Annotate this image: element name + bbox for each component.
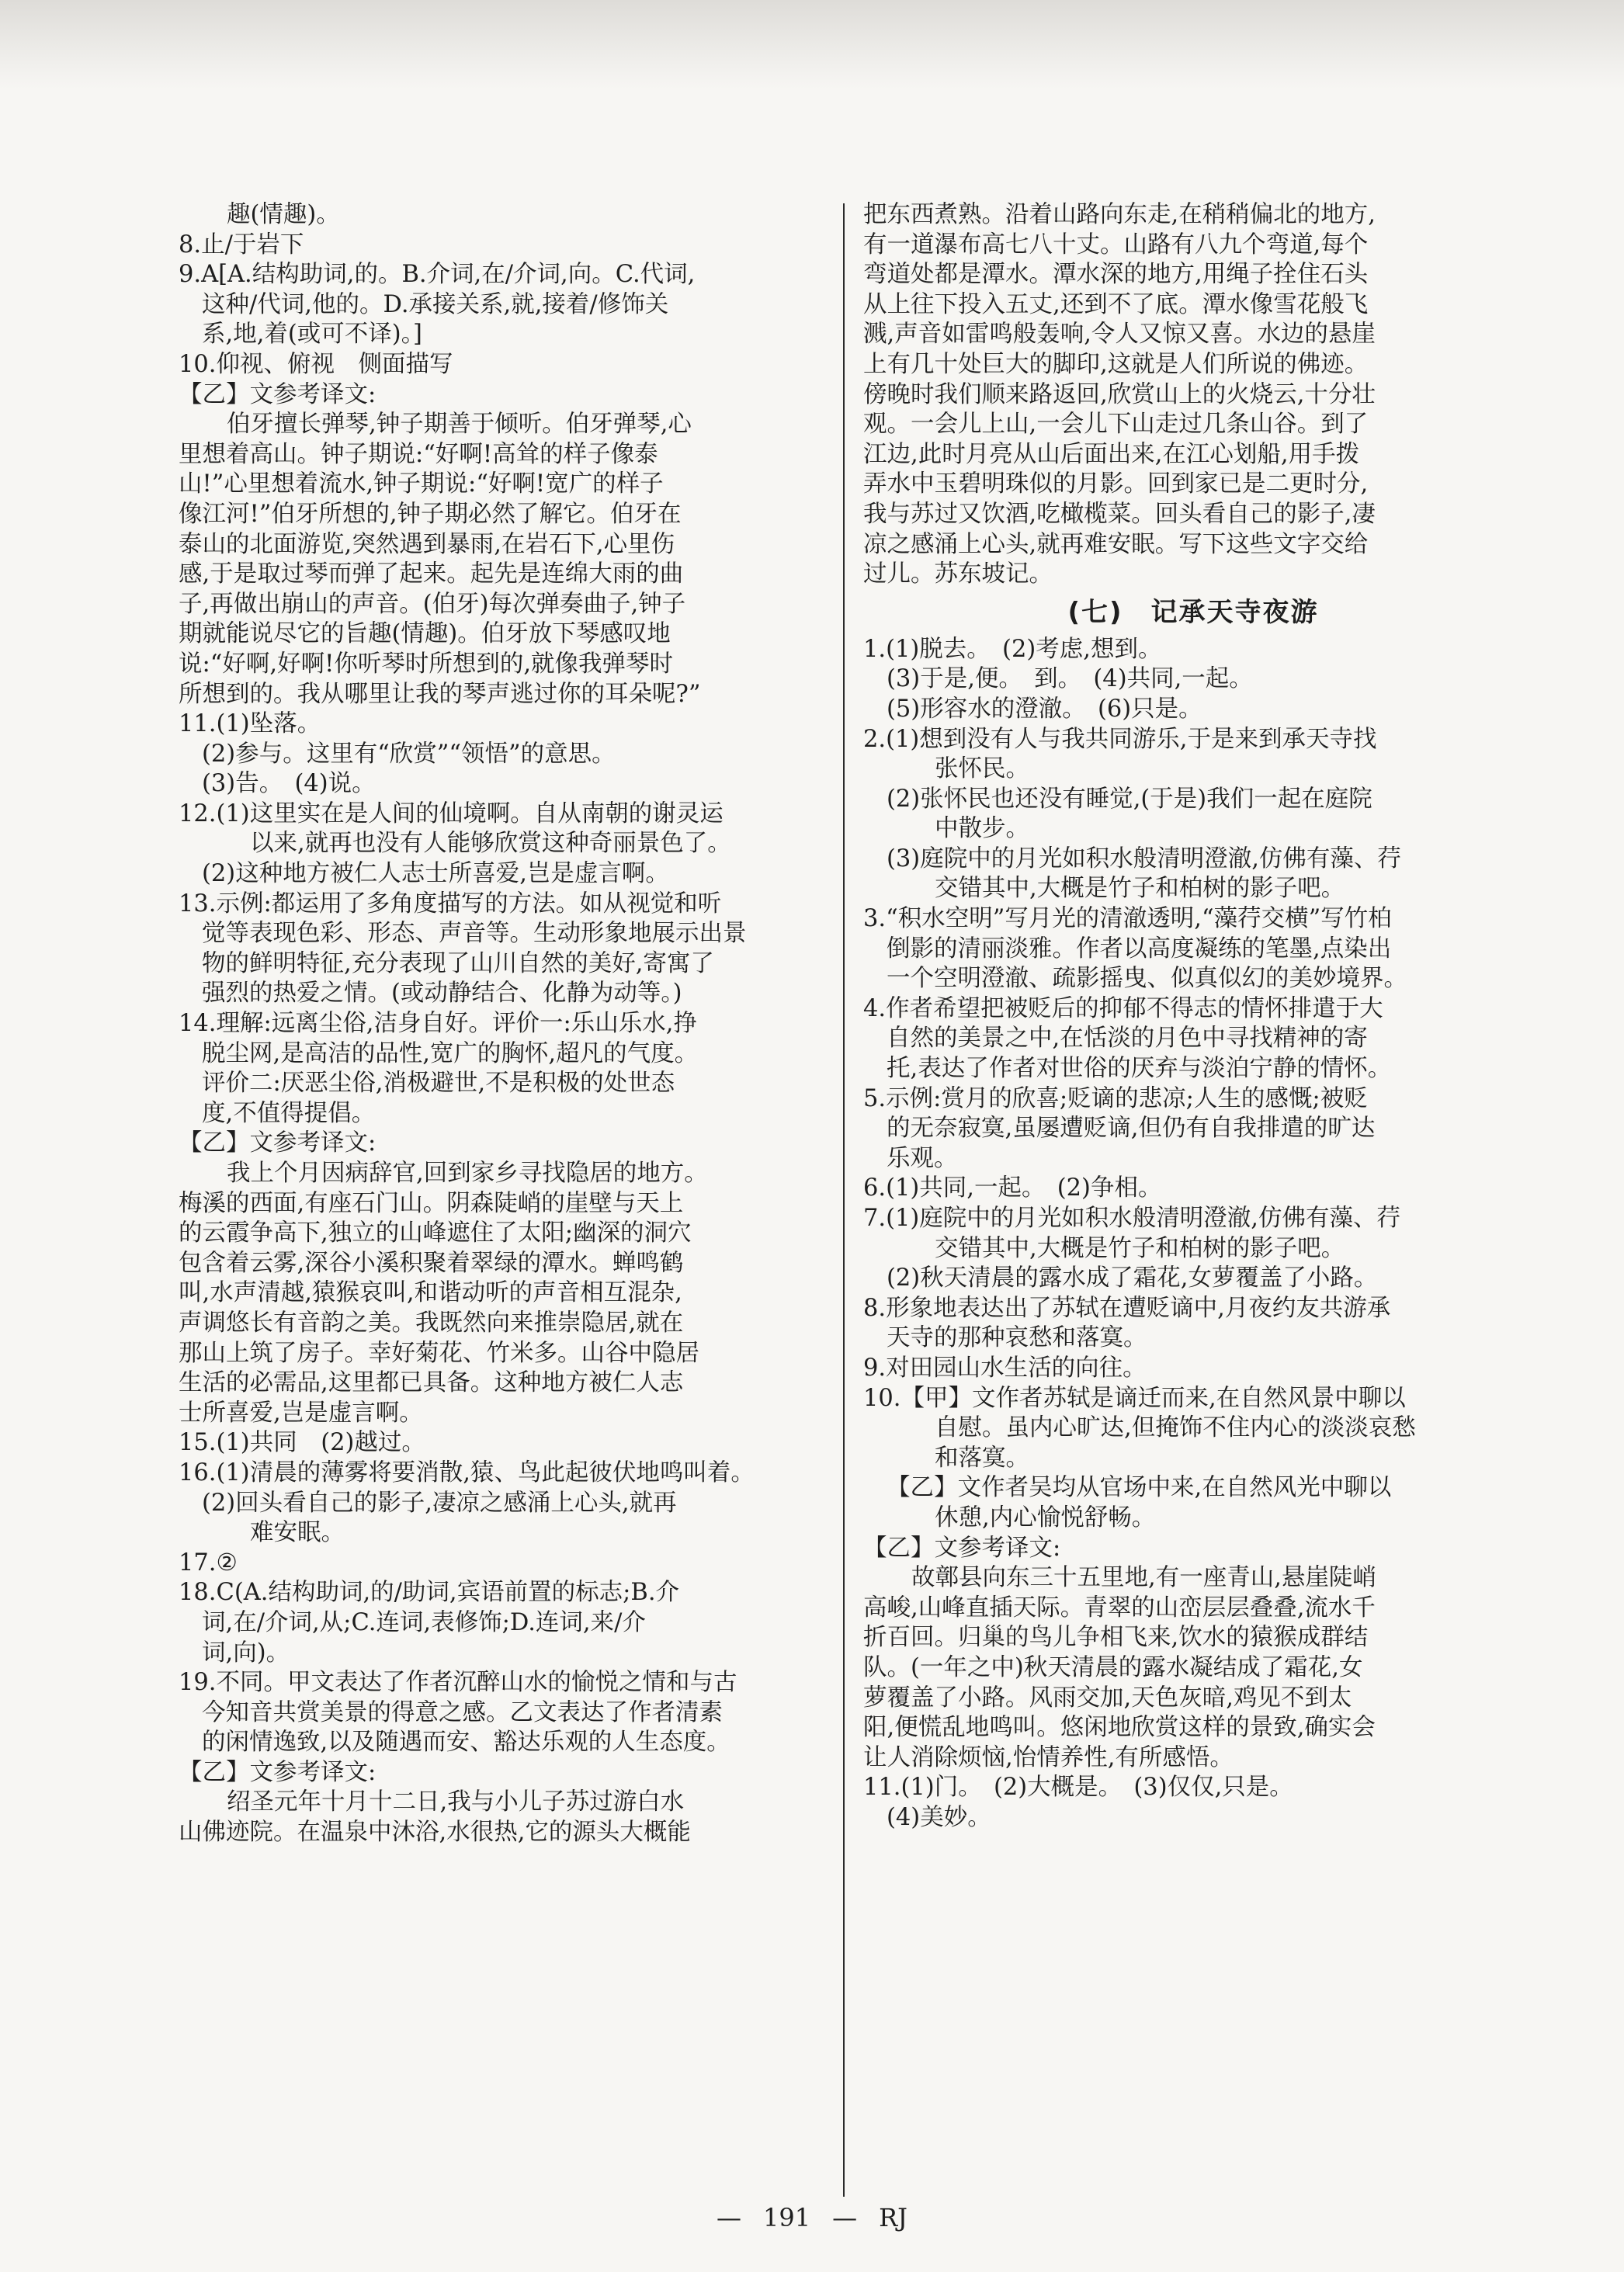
text-line: 把东西煮熟。沿着山路向东走,在稍稍偏北的地方, [863,201,1376,228]
text-line: 【乙】文参考译文: [179,380,377,408]
text-line: 脱尘网,是高洁的品性,宽广的胸怀,超凡的气度。 [202,1039,699,1067]
right-column [863,200,1523,1833]
text-line: 9.A[A.结构助词,的。B.介词,在/介词,向。C.代词, [179,261,696,289]
page-number: 191 [763,2203,811,2232]
text-line: 弯道处都是潭水。潭水深的地方,用绳子拴住石头 [863,261,1369,289]
text-line: 像江河!”伯牙所想的,钟子期必然了解它。伯牙在 [179,500,682,528]
text-line: 【乙】文参考译文: [179,1758,377,1786]
text-line: 伯牙擅长弹琴,钟子期善于倾听。伯牙弹琴,心 [227,411,692,439]
text-line: 11.(1)坠落。 [179,710,321,738]
text-line: 包含着云雾,深谷小溪积聚着翠绿的潭水。蝉鸣鹤 [179,1249,684,1277]
text-line: 的云霞争高下,独立的山峰遮住了太阳;幽深的洞穴 [179,1219,692,1247]
text-line: 5.示例:赏月的欣喜;贬谪的悲凉;人生的感慨;被贬 [863,1084,1368,1112]
text-line: 的无奈寂寞,虽屡遭贬谪,但仍有自我排遣的旷达 [887,1115,1376,1143]
text-line: 13.示例:都运用了多角度描写的方法。如从视觉和听 [179,890,722,917]
left-column [179,200,838,1848]
text-line: 所想到的。我从哪里让我的琴声逃过你的耳朵呢?” [179,680,701,708]
text-line: 11.(1)门。 (2)大概是。 (3)仅仅,只是。 [863,1774,1293,1802]
right-column-answers [863,635,1523,1833]
text-line: (3)告。 (4)说。 [202,770,376,798]
text-line: 难安眠。 [250,1519,345,1547]
text-line: 故鄣县向东三十五里地,有一座青山,悬崖陡峭 [911,1564,1376,1592]
text-line: 有一道瀑布高七八十丈。山路有八九个弯道,每个 [863,231,1369,258]
text-line: 江边,此时月亮从山后面出来,在江心划船,用手拨 [863,440,1360,468]
text-line: 倒影的清丽淡雅。作者以高度凝练的笔墨,点染出 [887,935,1392,963]
text-line: 那山上筑了房子。幸好菊花、竹米多。山谷中隐居 [179,1339,699,1367]
text-line: 的闲情逸致,以及随遇而安、豁达乐观的人生态度。 [202,1729,730,1757]
text-line: 中散步。 [935,815,1029,843]
text-line: 7.(1)庭院中的月光如积水般清明澄澈,仿佛有藻、荇 [863,1205,1400,1232]
text-line: (5)形容水的澄澈。 (6)只是。 [887,695,1202,723]
text-line: 从上往下投入五丈,还到不了底。潭水像雪花般飞 [863,290,1369,318]
text-line: 趣(情趣)。 [227,201,340,228]
text-line: 萝覆盖了小路。风雨交加,天色灰暗,鸡见不到太 [863,1684,1352,1712]
text-line: 山!”心里想着流水,钟子期说:“好啊!宽广的样子 [179,470,664,498]
footer-dash-left: — [717,2203,741,2232]
text-line: 物的鲜明特征,充分表现了山川自然的美好,寄寓了 [202,949,714,977]
text-line: 度,不值得提倡。 [202,1099,376,1127]
text-line: 叫,水声清越,猿猴哀叫,和谐动听的声音相互混杂, [179,1279,682,1307]
text-line: 山佛迹院。在温泉中沐浴,水很热,它的源头大概能 [179,1819,691,1847]
page-footer [0,2203,1624,2232]
text-line: 今知音共赏美景的得意之感。乙文表达了作者清素 [202,1698,723,1726]
text-line: 10.【甲】文作者苏轼是谪迁而来,在自然风景中聊以 [863,1384,1406,1412]
text-line: (2)回头看自己的影子,凄凉之感涌上心头,就再 [202,1489,677,1517]
text-line: 8.形象地表达出了苏轼在遭贬谪中,月夜约友共游承 [863,1294,1391,1322]
right-column-translation [863,200,1523,590]
text-line: 过儿。苏东坡记。 [863,560,1053,588]
text-line: 强烈的热爱之情。(或动静结合、化静为动等。) [202,980,682,1008]
text-line: 观。一会儿上山,一会儿下山走过几条山谷。到了 [863,411,1369,439]
text-line: 【乙】文参考译文: [179,1129,377,1157]
text-line: 让人消除烦恼,怡情养性,有所感悟。 [863,1743,1234,1771]
text-line: 交错其中,大概是竹子和柏树的影子吧。 [935,1234,1345,1262]
text-line: 说:“好啊,好啊!你听琴时所想到的,就像我弹琴时 [179,650,674,678]
text-line: 8.止/于岩下 [179,231,304,258]
text-line: (2)参与。这里有“欣赏”“领悟”的意思。 [202,740,616,768]
text-line: 里想着高山。钟子期说:“好啊!高耸的样子像泰 [179,440,658,468]
text-line: (4)美妙。 [887,1803,991,1831]
text-line: 【乙】文作者吴均从官场中来,在自然风光中聊以 [887,1474,1392,1502]
text-line: 词,向)。 [202,1639,290,1667]
text-line: 傍晚时我们顺来路返回,欣赏山上的火烧云,十分壮 [863,380,1376,408]
text-line: 溅,声音如雷鸣般轰响,令人又惊又喜。水边的悬崖 [863,321,1376,349]
text-line: 以来,就再也没有人能够欣赏这种奇丽景色了。 [250,830,731,858]
text-line: 折百回。归巢的鸟儿争相飞来,饮水的猿猴成群结 [863,1624,1369,1652]
text-line: 2.(1)想到没有人与我共同游乐,于是来到承天寺找 [863,725,1377,753]
text-line: 一个空明澄澈、疏影摇曳、似真似幻的美妙境界。 [887,965,1407,993]
section-title: (七) 记承天寺夜游 [1067,596,1319,628]
text-line: (3)庭院中的月光如积水般清明澄澈,仿佛有藻、荇 [887,845,1401,872]
text-line: 觉等表现色彩、形态、声音等。生动形象地展示出景 [202,920,747,948]
text-line: 【乙】文参考译文: [863,1534,1061,1562]
text-line: 天寺的那种哀愁和落寞。 [887,1324,1147,1352]
text-line: 上有几十处巨大的脚印,这就是人们所说的佛迹。 [863,350,1369,378]
text-line: 休憩,内心愉悦舒畅。 [935,1504,1156,1531]
text-line: 10.仰视、俯视 侧面描写 [179,350,453,378]
edition-code: RJ [879,2203,907,2232]
footer-dash-right: — [832,2203,858,2232]
text-line: 18.C(A.结构助词,的/助词,宾语前置的标志;B.介 [179,1579,680,1607]
text-line: 12.(1)这里实在是人间的仙境啊。自从南朝的谢灵运 [179,800,724,827]
text-line: (2)这种地方被仁人志士所喜爱,岂是虚言啊。 [202,860,669,888]
text-line: 声调悠长有音韵之美。我既然向来推崇隐居,就在 [179,1309,684,1337]
text-line: 9.对田园山水生活的向往。 [863,1354,1147,1382]
text-line: 感,于是取过琴而弹了起来。起先是连绵大雨的曲 [179,560,684,588]
text-line: 乐观。 [887,1144,958,1172]
text-line: 系,地,着(或可不译)。] [202,321,422,349]
text-line: 士所喜爱,岂是虚言啊。 [179,1399,423,1427]
text-line: (2)张怀民也还没有睡觉,(于是)我们一起在庭院 [887,785,1372,813]
text-line: 托,表达了作者对世俗的厌弃与淡泊宁静的情怀。 [887,1055,1392,1083]
text-line: 1.(1)脱去。 (2)考虑,想到。 [863,635,1162,663]
text-line: 梅溪的西面,有座石门山。阴森陡峭的崖壁与天上 [179,1189,684,1217]
text-line: 16.(1)清晨的薄雾将要消散,猿、鸟此起彼伏地鸣叫着。 [179,1459,755,1486]
text-line: 绍圣元年十月十二日,我与小儿子苏过游白水 [227,1788,685,1816]
column-divider [843,203,845,2197]
text-line: 这种/代词,他的。D.承接关系,就,接着/修饰关 [202,290,669,318]
text-line: 15.(1)共同 (2)越过。 [179,1429,425,1457]
text-line: 泰山的北面游览,突然遇到暴雨,在岩石下,心里伤 [179,530,675,558]
text-line: 张怀民。 [935,755,1029,783]
text-line: 17.② [179,1549,238,1577]
text-line: 14.理解:远离尘俗,洁身自好。评价一:乐山乐水,挣 [179,1010,697,1038]
text-line: 交错其中,大概是竹子和柏树的影子吧。 [935,875,1345,903]
text-line: 和落寞。 [935,1444,1029,1472]
text-line: 阳,便慌乱地鸣叫。悠闲地欣赏这样的景致,确实会 [863,1714,1376,1742]
text-line: 弄水中玉碧明珠似的月影。回到家已是二更时分, [863,470,1369,498]
text-line: 生活的必需品,这里都已具备。这种地方被仁人志 [179,1369,684,1397]
text-line: 4.作者希望把被贬后的抑郁不得志的情怀排遣于大 [863,994,1383,1022]
text-line: 3.“积水空明”写月光的清澈透明,“藻荇交横”写竹柏 [863,905,1392,933]
text-line: 自然的美景之中,在恬淡的月色中寻找精神的寄 [887,1025,1368,1053]
text-line: 词,在/介词,从;C.连词,表修饰;D.连词,来/介 [202,1608,646,1636]
text-line: (2)秋天清晨的露水成了霜花,女萝覆盖了小路。 [887,1264,1378,1292]
text-line: 期就能说尽它的旨趣(情趣)。伯牙放下琴感叹地 [179,620,671,648]
text-line: 子,再做出崩山的声音。(伯牙)每次弹奏曲子,钟子 [179,590,686,618]
text-line: (3)于是,便。 到。 (4)共同,一起。 [887,665,1253,693]
text-line: 我上个月因病辞官,回到家乡寻找隐居的地方。 [227,1160,708,1187]
text-line: 6.(1)共同,一起。 (2)争相。 [863,1174,1162,1202]
text-line: 凉之感涌上心头,就再难安眠。写下这些文字交给 [863,530,1369,558]
text-line: 我与苏过又饮酒,吃橄榄菜。回头看自己的影子,凄 [863,500,1376,528]
text-line: 评价二:厌恶尘俗,消极避世,不是积极的处世态 [202,1070,675,1098]
scan-top-shadow [0,0,1624,89]
text-line: 队。(一年之中)秋天清晨的露水凝结成了霜花,女 [863,1653,1363,1681]
text-line: 高峻,山峰直插天际。青翠的山峦层层叠叠,流水千 [863,1594,1376,1622]
text-line: 19.不同。甲文表达了作者沉醉山水的愉悦之情和与古 [179,1669,737,1697]
text-line: 自慰。虽内心旷达,但掩饰不住内心的淡淡哀愁 [935,1414,1416,1442]
